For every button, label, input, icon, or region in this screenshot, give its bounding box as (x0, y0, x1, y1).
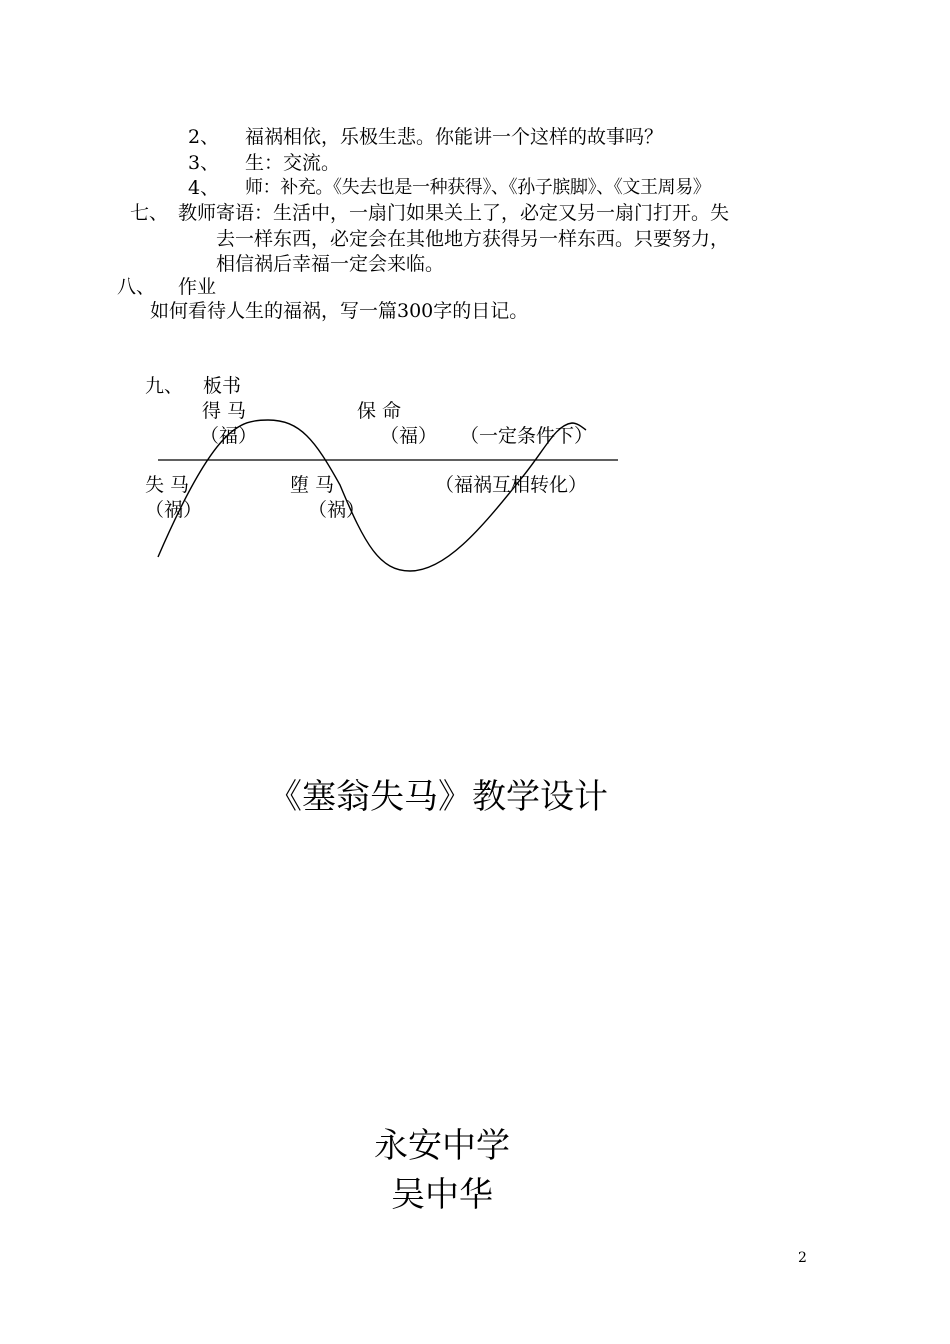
blackboard-diagram (0, 0, 950, 620)
board-bao-ming-note: （福） (380, 425, 438, 447)
item-3-text: 生：交流。 (245, 152, 341, 174)
item-3-number: 3、 (188, 152, 220, 174)
section-7-line-1: 教师寄语：生活中，一扇门如果关上了，必定又另一扇门打开。失 (178, 202, 730, 224)
section-9-title: 板书 (203, 375, 242, 397)
item-2-number: 2、 (188, 126, 220, 148)
board-duo-ma: 堕 马 (290, 474, 335, 496)
item-2-text: 福祸相依，乐极生悲。你能讲一个这样的故事吗？ (245, 126, 664, 148)
board-shi-ma: 失 马 (145, 474, 190, 496)
board-bao-ming: 保 命 (357, 400, 402, 422)
board-de-ma: 得 马 (202, 400, 247, 422)
board-transform: （福祸互相转化） (435, 474, 588, 496)
school-name: 永安中学 (374, 1126, 510, 1166)
board-condition: （一定条件下） (460, 425, 594, 447)
document-title: 《塞翁失马》教学设计 (268, 777, 608, 817)
author-name: 吴中华 (391, 1175, 493, 1215)
section-8-content: 如何看待人生的福祸，写一篇300字的日记。 (150, 300, 529, 322)
section-7-line-3: 相信祸后幸福一定会来临。 (216, 253, 445, 275)
board-duo-ma-note: （祸） (308, 499, 366, 521)
item-4-text: 师：补充。《失去也是一种获得》、《孙子膑脚》、《文王周易》 (245, 177, 711, 198)
section-8-heading: 八、 (117, 276, 156, 298)
section-9-heading: 九、 (145, 375, 184, 397)
section-8-title: 作业 (178, 276, 217, 298)
item-4-number: 4、 (188, 177, 220, 199)
section-7-heading: 七、 (130, 202, 169, 224)
section-7-line-2: 去一样东西，必定会在其他地方获得另一样东西。只要努力， (216, 228, 730, 250)
page-number: 2 (798, 1250, 807, 1266)
board-shi-ma-note: （祸） (145, 499, 203, 521)
board-de-ma-note: （福） (200, 425, 258, 447)
